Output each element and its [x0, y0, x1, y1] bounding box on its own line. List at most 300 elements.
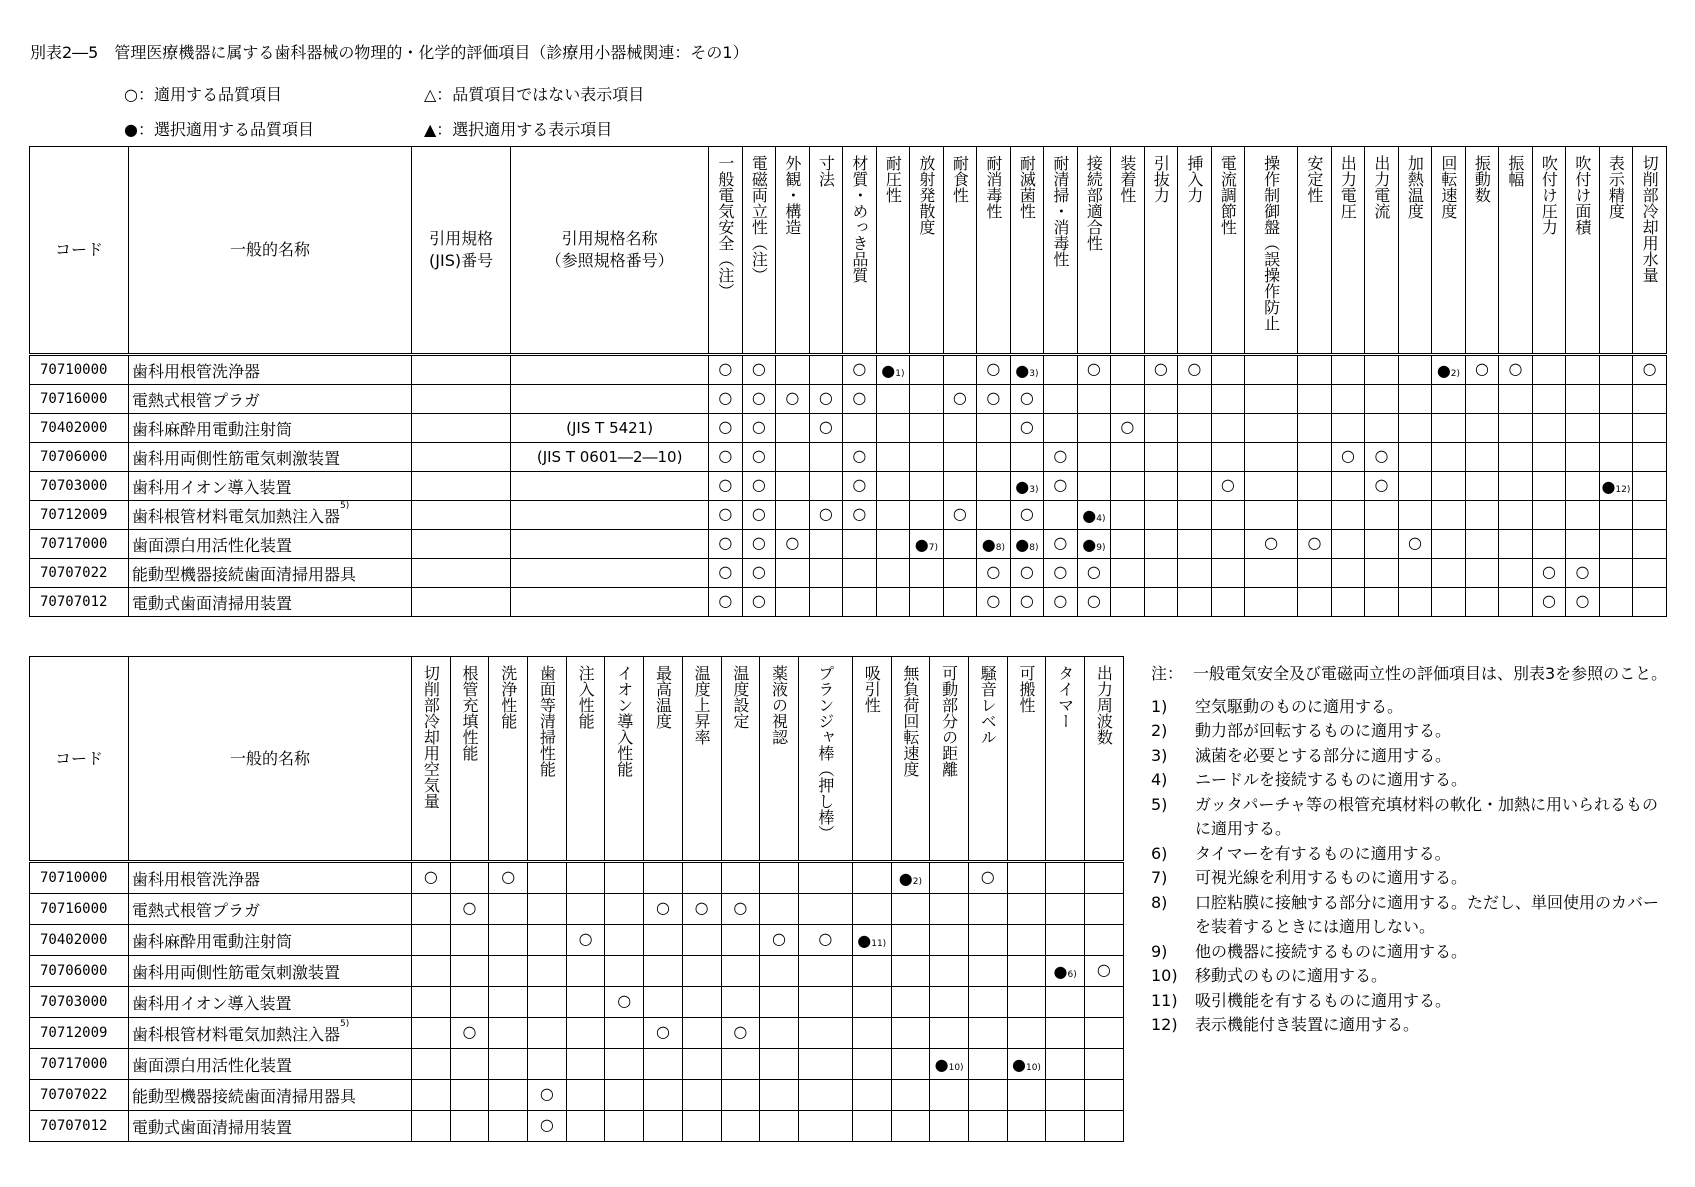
- evaluation-cell: [1298, 385, 1332, 414]
- column-header-item: [1007, 657, 1046, 862]
- reference-standard-cell: [511, 588, 709, 617]
- open-circle-mark: ○: [852, 503, 867, 523]
- evaluation-cell: [910, 588, 944, 617]
- evaluation-cell: [1599, 501, 1633, 530]
- evaluation-cell: [1499, 559, 1533, 588]
- evaluation-cell: [910, 559, 944, 588]
- column-header-item: [1331, 147, 1365, 355]
- general-name: 歯科根管材料電気加熱注入器: [132, 506, 341, 526]
- evaluation-cell: [1046, 956, 1085, 987]
- evaluation-cell: [1398, 588, 1432, 617]
- evaluation-cell: [1007, 1018, 1046, 1049]
- evaluation-cell: [1046, 894, 1085, 925]
- evaluation-cell: [1599, 385, 1633, 414]
- evaluation-cell: [1599, 588, 1633, 617]
- evaluation-cell: [776, 385, 810, 414]
- column-header-item: [528, 657, 567, 862]
- evaluation-cell: [798, 956, 852, 987]
- evaluation-cell: [1499, 530, 1533, 559]
- footnote-item: [1151, 695, 1671, 720]
- evaluation-cell: [977, 443, 1011, 472]
- evaluation-cell: [943, 355, 977, 385]
- evaluation-cell: [1010, 355, 1044, 385]
- evaluation-cell: [1211, 472, 1245, 501]
- column-header-label: 可搬性: [1016, 665, 1036, 713]
- evaluation-cell: [1144, 501, 1178, 530]
- evaluation-cell: [1046, 862, 1085, 894]
- evaluation-cell: [489, 1049, 528, 1080]
- evaluation-cell: [605, 956, 644, 987]
- column-header-label: 一般電気安全（注）: [715, 155, 735, 299]
- reference-standard-cell: (JIS T 0601―2―10): [511, 443, 709, 472]
- column-header-item: [891, 657, 930, 862]
- evaluation-cell: [1077, 588, 1111, 617]
- column-header-label: 洗浄性能: [498, 665, 518, 729]
- evaluation-cell: [1365, 559, 1399, 588]
- evaluation-cell: [1077, 559, 1111, 588]
- legend-open-triangle: △：品質項目ではない表示項目: [424, 85, 645, 104]
- general-name-cell: [129, 987, 412, 1018]
- evaluation-cell: [1365, 530, 1399, 559]
- footnote-number: 10): [1151, 966, 1178, 985]
- evaluation-cell: [1633, 472, 1667, 501]
- footnote-text: 空気駆動のものに適用する。: [1195, 696, 1404, 716]
- open-circle-mark: ○: [718, 445, 733, 465]
- open-circle-mark: ○: [718, 590, 733, 610]
- footnote-text: 移動式のものに適用する。: [1195, 966, 1388, 985]
- evaluation-cell: [1111, 443, 1145, 472]
- code-cell: 70707022: [30, 1080, 129, 1111]
- evaluation-cell: [1465, 472, 1499, 501]
- general-name: 歯科用両側性筋電気刺激装置: [132, 448, 341, 468]
- open-circle-mark: ○: [1187, 358, 1202, 378]
- column-header-item: [412, 657, 451, 862]
- column-header-item: [1465, 147, 1499, 355]
- evaluation-cell: [682, 894, 721, 925]
- open-circle-mark: ○: [718, 474, 733, 494]
- code-cell: 70717000: [30, 1049, 129, 1080]
- evaluation-cell: [1178, 530, 1212, 559]
- evaluation-cell: [968, 1080, 1007, 1111]
- evaluation-cell: [450, 987, 489, 1018]
- evaluation-cell: [1044, 559, 1078, 588]
- evaluation-cell: [1599, 414, 1633, 443]
- column-header-item: [566, 657, 605, 862]
- jis-number-cell: [412, 501, 511, 530]
- evaluation-cell: [852, 862, 891, 894]
- evaluation-cell: [943, 443, 977, 472]
- open-circle-mark: ○: [818, 928, 833, 948]
- footnote-text: タイマーを有するものに適用する。: [1195, 843, 1451, 863]
- footnote-ref: 5): [340, 1018, 350, 1029]
- column-header-fixed: [129, 147, 412, 355]
- open-circle-mark: ○: [1086, 590, 1101, 610]
- column-header-label: 耐清掃・消毒性: [1050, 155, 1070, 267]
- general-name: 歯科用根管洗浄器: [132, 361, 261, 381]
- evaluation-cell: [721, 925, 760, 956]
- evaluation-cell: [450, 894, 489, 925]
- code-cell: 70707012: [30, 1111, 129, 1142]
- evaluation-cell: [977, 501, 1011, 530]
- evaluation-cell: [1007, 1080, 1046, 1111]
- evaluation-cell: [1532, 530, 1566, 559]
- evaluation-cell: [910, 443, 944, 472]
- evaluation-cell: [1007, 862, 1046, 894]
- evaluation-cell: [930, 862, 969, 894]
- evaluation-cell: [910, 355, 944, 385]
- general-name-cell: [129, 925, 412, 956]
- evaluation-cell: [1499, 355, 1533, 385]
- evaluation-cell: [1211, 355, 1245, 385]
- footnote-text: 動力部が回転するものに適用する。: [1195, 721, 1452, 740]
- evaluation-cell: [1144, 472, 1178, 501]
- column-header-item: [709, 147, 743, 355]
- column-header-item: [605, 657, 644, 862]
- open-circle-mark: ○: [655, 1021, 670, 1041]
- evaluation-cell: [1144, 530, 1178, 559]
- filled-circle-mark: ●6): [1053, 962, 1077, 981]
- column-header-label: 加熱温度: [1405, 155, 1425, 219]
- evaluation-cell: [977, 472, 1011, 501]
- evaluation-cell: [891, 925, 930, 956]
- evaluation-cell: [852, 1111, 891, 1142]
- evaluation-cell: [876, 414, 910, 443]
- evaluation-cell: [528, 1080, 567, 1111]
- code-cell: 70712009: [30, 501, 129, 530]
- evaluation-cell: [1298, 472, 1332, 501]
- code-cell: 70402000: [30, 414, 129, 443]
- evaluation-cell: [450, 1018, 489, 1049]
- evaluation-cell: [412, 987, 451, 1018]
- evaluation-cell: [1499, 472, 1533, 501]
- column-header-label: 耐食性: [950, 155, 970, 203]
- evaluation-cell: [1077, 385, 1111, 414]
- evaluation-cell: [1532, 472, 1566, 501]
- evaluation-cell: [891, 956, 930, 987]
- column-header-item: [1111, 147, 1145, 355]
- evaluation-cell: [709, 472, 743, 501]
- column-header-item: [721, 657, 760, 862]
- evaluation-cell: [528, 862, 567, 894]
- evaluation-cell: [682, 1018, 721, 1049]
- evaluation-cell: [968, 1111, 1007, 1142]
- open-circle-mark: ○: [952, 387, 967, 407]
- evaluation-cell: [1010, 588, 1044, 617]
- column-header-label: 引用規格 (JIS)番号: [429, 229, 494, 270]
- column-header-label: 外観・構造: [782, 155, 802, 235]
- general-name: 電熱式根管プラガ: [132, 390, 261, 410]
- column-header-label: イオン導入性能: [614, 665, 634, 777]
- evaluation-cell: [528, 1018, 567, 1049]
- evaluation-cell: [852, 1049, 891, 1080]
- footnote-item: [1151, 793, 1671, 842]
- evaluation-cell: [776, 355, 810, 385]
- column-header-item: [809, 147, 843, 355]
- open-circle-mark: ○: [1642, 358, 1657, 378]
- reference-standard-cell: [511, 355, 709, 385]
- jis-number-cell: [412, 385, 511, 414]
- evaluation-cell: [760, 1049, 799, 1080]
- evaluation-cell: [1144, 385, 1178, 414]
- evaluation-cell: [709, 414, 743, 443]
- evaluation-cell: [1245, 530, 1298, 559]
- open-circle-mark: ○: [1019, 416, 1034, 436]
- evaluation-cell: [1398, 385, 1432, 414]
- general-name-cell: [129, 501, 412, 530]
- evaluation-cell: [1365, 414, 1399, 443]
- evaluation-cell: [852, 1080, 891, 1111]
- evaluation-cell: [891, 987, 930, 1018]
- filled-circle-mark: ●12): [1601, 477, 1631, 496]
- table-row: [30, 1111, 1124, 1142]
- evaluation-cell: [644, 1018, 683, 1049]
- evaluation-cell: [760, 1111, 799, 1142]
- column-header-fixed: [30, 657, 129, 862]
- evaluation-cell: [1077, 414, 1111, 443]
- open-circle-mark: ○: [1153, 358, 1168, 378]
- evaluation-cell: [1245, 559, 1298, 588]
- evaluation-cell: [852, 987, 891, 1018]
- open-circle-mark: ○: [1220, 474, 1235, 494]
- general-name: 歯科用イオン導入装置: [132, 993, 292, 1013]
- evaluation-cell: [566, 1018, 605, 1049]
- footnote-item: [1151, 768, 1671, 793]
- table-row: [30, 355, 1667, 385]
- jis-number-cell: [412, 559, 511, 588]
- open-circle-mark: ○: [1019, 503, 1034, 523]
- evaluation-cell: [412, 862, 451, 894]
- column-header-label: 回転速度: [1438, 155, 1458, 219]
- column-header-item: [742, 147, 776, 355]
- evaluation-cell: [1085, 925, 1124, 956]
- evaluation-cell: [852, 925, 891, 956]
- evaluation-cell: [1465, 355, 1499, 385]
- footnote-number: 2): [1151, 721, 1168, 740]
- evaluation-cell: [1178, 414, 1212, 443]
- evaluation-cell: [876, 385, 910, 414]
- evaluation-cell: [1077, 472, 1111, 501]
- general-name-cell: [129, 1018, 412, 1049]
- evaluation-cell: [605, 987, 644, 1018]
- table-row: [30, 956, 1124, 987]
- column-header-item: [798, 657, 852, 862]
- column-header-item: [1144, 147, 1178, 355]
- evaluation-cell: [1566, 385, 1600, 414]
- evaluation-cell: [1007, 894, 1046, 925]
- jis-number-cell: [412, 355, 511, 385]
- evaluation-cell: [1398, 530, 1432, 559]
- column-header-label: 表示精度: [1606, 155, 1626, 219]
- evaluation-cell: [721, 1018, 760, 1049]
- evaluation-cell: [742, 530, 776, 559]
- jis-number-cell: [412, 588, 511, 617]
- evaluation-cell: [760, 956, 799, 987]
- column-header-item: [1044, 147, 1078, 355]
- open-circle-mark: ○: [718, 416, 733, 436]
- evaluation-cell: [843, 385, 877, 414]
- evaluation-cell: [1331, 443, 1365, 472]
- open-circle-mark: ○: [1096, 959, 1111, 979]
- evaluation-cell: [489, 925, 528, 956]
- open-circle-mark: ○: [718, 503, 733, 523]
- footnote-item: [1151, 989, 1671, 1014]
- reference-standard-cell: [511, 559, 709, 588]
- evaluation-cell: [1331, 559, 1365, 588]
- evaluation-cell: [760, 987, 799, 1018]
- evaluation-cell: [1046, 1018, 1085, 1049]
- evaluation-cell: [968, 987, 1007, 1018]
- evaluation-cell: [1365, 472, 1399, 501]
- evaluation-cell: [489, 1080, 528, 1111]
- evaluation-cell: [1211, 588, 1245, 617]
- evaluation-cell: [1465, 385, 1499, 414]
- column-header-label: 耐圧性: [883, 155, 903, 203]
- filled-circle-mark: ●11): [857, 931, 887, 950]
- evaluation-cell: [1085, 1111, 1124, 1142]
- evaluation-cell: [809, 443, 843, 472]
- evaluation-cell: [709, 559, 743, 588]
- evaluation-cell: [1211, 414, 1245, 443]
- evaluation-cell: [1566, 472, 1600, 501]
- evaluation-cell: [412, 1018, 451, 1049]
- reference-standard-cell: [511, 501, 709, 530]
- evaluation-cell: [489, 1111, 528, 1142]
- column-header-item: [1599, 147, 1633, 355]
- filled-circle-mark: ●4): [1082, 506, 1106, 525]
- evaluation-cell: [1010, 385, 1044, 414]
- open-circle-mark: ○: [980, 866, 995, 886]
- evaluation-cell: [1010, 443, 1044, 472]
- column-header-label: 温度上昇率: [692, 665, 712, 745]
- evaluation-cell: [977, 588, 1011, 617]
- evaluation-cell: [1465, 588, 1499, 617]
- evaluation-cell: [1007, 956, 1046, 987]
- table-row: [30, 925, 1124, 956]
- evaluation-cell: [1599, 472, 1633, 501]
- evaluation-cell: [605, 894, 644, 925]
- footnote-number: 5): [1151, 794, 1168, 814]
- evaluation-cell: [1298, 530, 1332, 559]
- evaluation-cell: [843, 472, 877, 501]
- evaluation-cell: [1245, 385, 1298, 414]
- evaluation-cell: [876, 530, 910, 559]
- evaluation-cell: [412, 1111, 451, 1142]
- evaluation-cell: [1633, 559, 1667, 588]
- evaluation-table-part2: [29, 656, 1124, 1142]
- evaluation-cell: [910, 414, 944, 443]
- filled-circle-mark: ●8): [1015, 535, 1039, 554]
- general-name: 歯科用根管洗浄器: [132, 869, 261, 889]
- open-circle-mark: ○: [751, 416, 766, 436]
- column-header-label: 挿入力: [1184, 155, 1204, 203]
- evaluation-cell: [776, 588, 810, 617]
- general-name-cell: [129, 1111, 412, 1142]
- column-header-label: 一般的名称: [229, 748, 310, 768]
- evaluation-cell: [709, 530, 743, 559]
- evaluation-cell: [798, 1049, 852, 1080]
- evaluation-cell: [682, 862, 721, 894]
- notes-section: [1151, 662, 1671, 1038]
- table-row: [30, 1018, 1124, 1049]
- column-header-label: 可動部分の距離: [939, 665, 959, 777]
- open-circle-mark: ○: [852, 474, 867, 494]
- note-main-text: 一般電気安全及び電磁両立性の評価項目は、別表3を参照のこと。: [1193, 664, 1668, 683]
- evaluation-cell: [798, 987, 852, 1018]
- open-circle-mark: ○: [1086, 561, 1101, 581]
- footnote-text: 吸引機能を有するものに適用する。: [1195, 990, 1452, 1010]
- evaluation-cell: [682, 956, 721, 987]
- footnote-ref: 5): [340, 500, 350, 511]
- evaluation-cell: [605, 1049, 644, 1080]
- evaluation-cell: [1499, 588, 1533, 617]
- evaluation-cell: [1398, 559, 1432, 588]
- table-row: [30, 588, 1667, 617]
- reference-standard-cell: [511, 472, 709, 501]
- evaluation-cell: [644, 894, 683, 925]
- open-circle-mark: ○: [1019, 590, 1034, 610]
- general-name: 歯面漂白用活性化装置: [132, 1055, 293, 1075]
- footnote-text: 表示機能付き装置に適用する。: [1195, 1015, 1420, 1034]
- evaluation-cell: [1178, 443, 1212, 472]
- column-header-label: 引用規格名称 （参照規格番号）: [545, 229, 674, 270]
- open-circle-mark: ○: [785, 532, 800, 552]
- evaluation-cell: [876, 501, 910, 530]
- evaluation-cell: [1245, 501, 1298, 530]
- filled-circle-mark: ●9): [1082, 535, 1106, 554]
- footnote-text: 口腔粘膜に接触する部分に適用する。ただし、単回使用のカバーを装着するときには適用しない。: [1195, 892, 1660, 936]
- column-header-label: 吹付け面積: [1572, 155, 1592, 235]
- open-circle-mark: ○: [694, 897, 709, 917]
- column-header-label: 注入性能: [576, 665, 596, 729]
- table-row: [30, 414, 1667, 443]
- footnote-item: [1151, 964, 1671, 989]
- evaluation-cell: [1211, 559, 1245, 588]
- general-name-cell: [129, 530, 412, 559]
- evaluation-cell: [930, 1049, 969, 1080]
- evaluation-cell: [1465, 443, 1499, 472]
- column-header-label: 温度設定: [730, 665, 750, 729]
- code-cell: 70703000: [30, 987, 129, 1018]
- evaluation-cell: [1178, 559, 1212, 588]
- column-header-label: プランジャ棒（押し棒）: [815, 665, 835, 841]
- evaluation-cell: [412, 1049, 451, 1080]
- evaluation-cell: [742, 385, 776, 414]
- evaluation-cell: [1007, 987, 1046, 1018]
- column-header-label: 安定性: [1304, 155, 1324, 203]
- evaluation-cell: [644, 1080, 683, 1111]
- evaluation-cell: [1432, 530, 1466, 559]
- column-header-item: [1046, 657, 1085, 862]
- column-header-item: [1532, 147, 1566, 355]
- column-header-item: [1077, 147, 1111, 355]
- jis-number-cell: [412, 414, 511, 443]
- code-cell: 70703000: [30, 472, 129, 501]
- evaluation-cell: [1010, 559, 1044, 588]
- evaluation-cell: [1211, 501, 1245, 530]
- evaluation-cell: [644, 1111, 683, 1142]
- open-circle-mark: ○: [751, 474, 766, 494]
- evaluation-cell: [1532, 559, 1566, 588]
- evaluation-cell: [528, 1049, 567, 1080]
- evaluation-cell: [1178, 501, 1212, 530]
- open-circle-mark: ○: [733, 897, 748, 917]
- open-circle-mark: ○: [423, 866, 438, 886]
- open-circle-mark: ○: [986, 590, 1001, 610]
- code-cell: 70716000: [30, 894, 129, 925]
- open-circle-mark: ○: [1575, 561, 1590, 581]
- evaluation-cell: [798, 1018, 852, 1049]
- evaluation-cell: [1499, 385, 1533, 414]
